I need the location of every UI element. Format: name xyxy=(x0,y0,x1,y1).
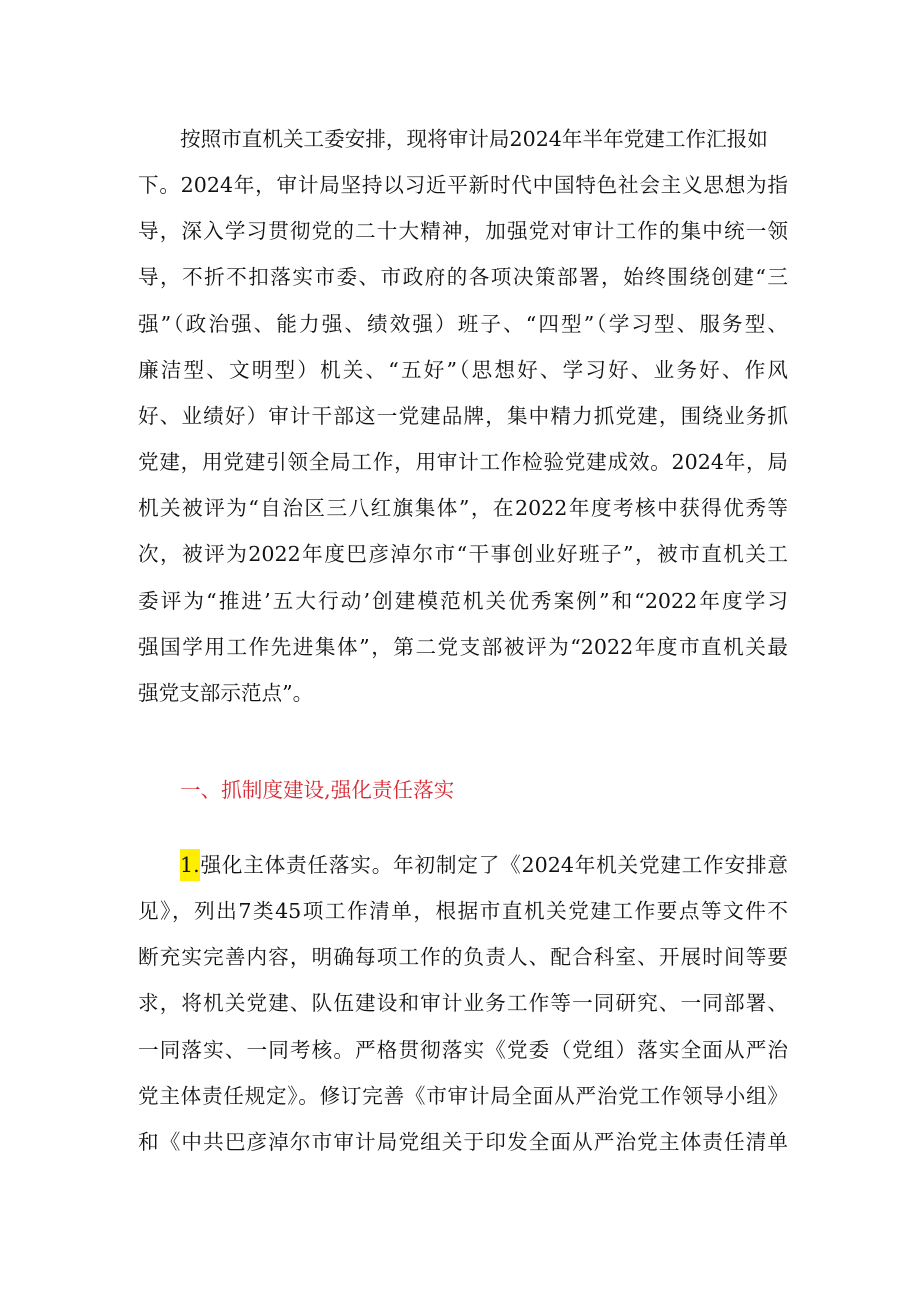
intro-line-8: 党建，用党建引领全局工作，用审计工作检验党建成效。2024年，局 xyxy=(138,450,788,474)
intro-line-6: 廉洁型、文明型）机关、“五好”（思想好、学习好、业务好、作风 xyxy=(138,358,788,382)
intro-line-2: 下。2024年，审计局坚持以习近平新时代中国特色社会主义思想为指 xyxy=(138,173,788,197)
intro-line-11: 委评为“推进’五大行动’创建模范机关优秀案例”和“2022年度学习 xyxy=(138,589,788,613)
item-1-line-1 xyxy=(180,845,788,885)
intro-line-3: 导，深入学习贯彻党的二十大精神，加强党对审计工作的集中统一领 xyxy=(138,219,788,243)
item-1-line-2: 见》，列出7类45项工作清单，根据市直机关党建工作要点等文件不 xyxy=(138,899,788,923)
intro-line-5: 强”（政治强、能力强、绩效强）班子、“四型”（学习型、服务型、 xyxy=(138,312,788,336)
intro-line-9: 机关被评为“自治区三八红旗集体”，在2022年度考核中获得优秀等 xyxy=(138,496,788,520)
highlighted-item-number: 1. xyxy=(180,849,200,881)
item-1-line-6: 党主体责任规定》。修订完善《市审计局全面从严治党工作领导小组》 xyxy=(138,1084,788,1108)
intro-line-4: 导，不折不扣落实市委、市政府的各项决策部署，始终围绕创建“三 xyxy=(138,265,788,289)
section-heading: 一、抓制度建设,强化责任落实 xyxy=(180,778,455,802)
item-1-line-7: 和《中共巴彦淖尔市审计局党组关于印发全面从严治党主体责任清单 xyxy=(138,1130,788,1154)
item-1-line-3: 断充实完善内容，明确每项工作的负责人、配合科室、开展时间等要 xyxy=(138,945,788,969)
intro-line-12: 强国学用工作先进集体”，第二党支部被评为“2022年度市直机关最 xyxy=(138,635,788,659)
item-1-line-5: 一同落实、一同考核。严格贯彻落实《党委（党组）落实全面从严治 xyxy=(138,1038,788,1062)
intro-line-10: 次，被评为2022年度巴彦淖尔市“干事创业好班子”，被市直机关工 xyxy=(138,542,788,566)
intro-line-1: 按照市直机关工委安排，现将审计局2024年半年党建工作汇报如 xyxy=(180,127,768,151)
item-1-title-text: 强化主体责任落实。年初制定了《2024年机关党建工作安排意 xyxy=(199,853,788,877)
intro-line-13: 强党支部示范点”。 xyxy=(138,681,314,705)
item-1-line-4: 求，将机关党建、队伍建设和审计业务工作等一同研究、一同部署、 xyxy=(138,991,788,1015)
intro-line-7: 好、业绩好）审计干部这一党建品牌，集中精力抓党建，围绕业务抓 xyxy=(138,404,788,428)
